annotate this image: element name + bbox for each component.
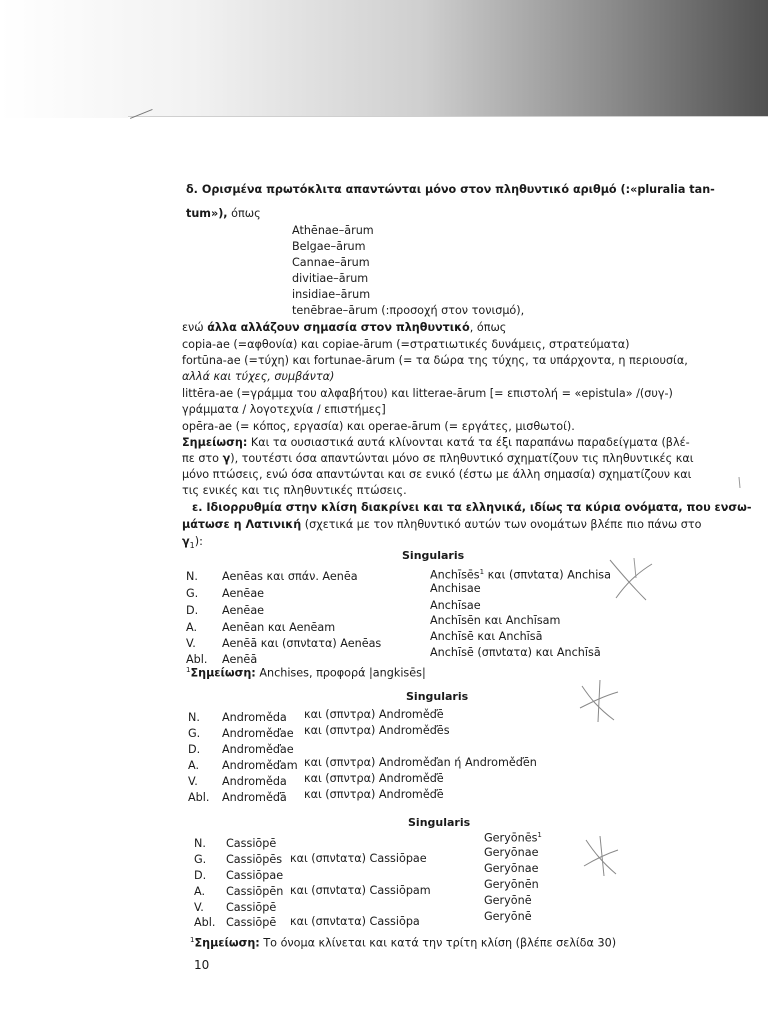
table1-heading: Singularis <box>402 549 465 562</box>
page-number: 10 <box>194 958 210 972</box>
word-item: divitiae–ārum <box>292 272 369 285</box>
cassiope-form: Cassiōpē <box>226 837 277 850</box>
meaning-line: γράμματα / λογοτεχνία / επιστήμες] <box>182 403 386 416</box>
case-label: D. <box>186 604 199 617</box>
anchises-form: Anchīsae <box>430 599 481 612</box>
case-label: D. <box>194 869 207 882</box>
andromeda-alt: και (σπντρα) Androměďē <box>304 708 444 721</box>
meaning-line: littēra-ae (=γράμμα του αλφαβήτου) και litterae-ārum [= επιστολή = «epistula» /(συγ-) <box>182 387 673 400</box>
aeneas-form: Aenēā και (σπνtατα) Aenēas <box>222 637 382 650</box>
section-e-title: ε. Ιδιορρυθμία στην κλίση διακρίνει και τα ελληνικά, ιδίως τα κύρια ονόματα, που ενσω- <box>192 501 752 514</box>
cassiope-form: Cassiōpē <box>226 901 277 914</box>
cassiope-alt: και (σπνtατα) Cassiōpam <box>290 884 431 897</box>
andromeda-alt: και (σπντρα) Androměďēs <box>304 724 450 737</box>
pencil-mark-icon <box>606 554 658 606</box>
note-paragraph: πε στο γ), τουτέστι όσα απαντώνται μόνο σε πληθυντικό σχηματίζουν τις πληθυντικές και <box>182 452 694 465</box>
meaning-line: fortūna-ae (=τύχη) και fortunae-ārum (= τα δώρα της τύχης, τα υπάρχοντα, η περιουσία, <box>182 354 688 367</box>
section-e-text: $\gamma_1$): <box>182 535 203 551</box>
andromeda-alt: και (σπντρα) Androměďē <box>304 772 444 785</box>
note-paragraph: μόνο πτώσεις, ενώ όσα απαντώνται και σε ενικό (έστω με άλλη σημασία) σχηματίζουν και <box>182 468 692 481</box>
meaning-change-intro: ενώ άλλα αλλάζουν σημασία στον πληθυντικό, όπως <box>182 321 507 334</box>
case-label: G. <box>194 853 207 866</box>
anchises-form: Anchisae <box>430 582 481 595</box>
section-e-text: μάτωσε η Λατινική (σχετικά με τον πληθυντικό αυτών των ονομάτων βλέπε πιο πάνω στο <box>182 518 702 531</box>
andromeda-form: Androměďae <box>222 727 294 740</box>
geryones-form: Geryōnē <box>484 894 532 907</box>
word-item: insidiae–ārum <box>292 288 371 301</box>
table2-heading: Singularis <box>406 690 469 703</box>
cassiope-form: Cassiōpē <box>226 916 277 929</box>
cassiope-form: Cassiōpae <box>226 869 284 882</box>
word-item: tenēbrae–ārum (:προσοχή στον τονισμό), <box>292 304 525 317</box>
geryones-form: Geryōnēn <box>484 878 539 891</box>
meaning-line-italic: αλλά και τύχες, συμβάντα) <box>182 370 335 383</box>
meaning-line: opēra-ae (= κόπος, εργασία) και operae-ārum (= εργάτες, μισθωτοί). <box>182 420 575 433</box>
aeneas-form: Aenēae <box>222 604 265 617</box>
cassiope-form: Cassiōpēs <box>226 853 283 866</box>
geryones-form: Geryōnēs$^1$ <box>484 831 542 845</box>
case-label: N. <box>186 570 198 583</box>
anchises-form: Anchīsēs$^1$ και (σπνtατα) Anchisa <box>430 568 611 582</box>
case-label: V. <box>194 901 204 914</box>
andromeda-alt: και (σπντρα) Androměďan ή Androměďēn <box>304 756 537 769</box>
ink-speck-icon <box>736 476 744 490</box>
section-d-title: δ. Ορισμένα πρωτόκλιτα απαντώνται μόνο στον πληθυντικό αριθμό (:«pluralia tan- <box>186 183 715 196</box>
aeneas-form: Aenēan και Aenēam <box>222 621 336 634</box>
aeneas-form: Aenēae <box>222 587 265 600</box>
word-item: Cannae–ārum <box>292 256 370 269</box>
case-label: A. <box>194 885 206 898</box>
word-item: Belgae–ārum <box>292 240 366 253</box>
case-label: G. <box>188 727 201 740</box>
case-label: D. <box>188 743 201 756</box>
geryones-form: Geryōnae <box>484 846 539 859</box>
anchises-form: Anchīsē και Anchīsā <box>430 630 543 643</box>
case-label: G. <box>186 587 199 600</box>
andromeda-form: Androměďam <box>222 759 298 772</box>
cassiope-form: Cassiōpēn <box>226 885 284 898</box>
case-label: V. <box>188 775 198 788</box>
case-label: Abl. <box>186 653 208 666</box>
case-label: N. <box>188 711 200 724</box>
word-item: Athēnae–ārum <box>292 224 374 237</box>
cassiope-alt: και (σπνtατα) Cassiōpae <box>290 852 427 865</box>
meaning-line: copia-ae (=αφθονία) και copiae-ārum (=στρατιωτικές δυνάμεις, στρατεύματα) <box>182 338 630 351</box>
case-label: V. <box>186 637 196 650</box>
case-label: Abl. <box>188 791 210 804</box>
pencil-mark-icon <box>580 834 622 880</box>
andromeda-form: Androměďā <box>222 791 287 804</box>
pencil-mark-icon <box>576 678 622 726</box>
section-d-title-cont: tum»), όπως <box>186 207 261 220</box>
cassiope-alt: και (σπνtατα) Cassiōpa <box>290 915 420 928</box>
andromeda-form: Androměda <box>222 775 287 788</box>
table3-heading: Singularis <box>408 816 471 829</box>
anchises-form: Anchīsē (σπνtατα) και Anchīsā <box>430 646 601 659</box>
andromeda-form: Androměda <box>222 711 287 724</box>
andromeda-alt: και (σπντρα) Androměďē <box>304 788 444 801</box>
aeneas-form: Aenēas και σπάν. Aenēa <box>222 570 358 583</box>
andromeda-form: Androměďae <box>222 743 294 756</box>
scan-shadow <box>0 0 768 118</box>
table3-footnote: $^1$Σημείωση: Το όνομα κλίνεται και κατά την τρίτη κλίση (βλέπε σελίδα 30) <box>190 936 617 950</box>
case-label: A. <box>186 621 198 634</box>
geryones-form: Geryōnae <box>484 862 539 875</box>
note-paragraph: Σημείωση: Και τα ουσιαστικά αυτά κλίνονται κατά τα έξι παραπάνω παραδείγματα (βλέ- <box>182 436 690 449</box>
case-label: N. <box>194 837 206 850</box>
note-paragraph: τις ενικές και τις πληθυντικές πτώσεις. <box>182 484 407 497</box>
table1-footnote: $^1$Σημείωση: Anchises, προφορά |angkisēs| <box>186 666 426 680</box>
aeneas-form: Aenēā <box>222 653 258 666</box>
geryones-form: Geryōnē <box>484 910 532 923</box>
case-label: Abl. <box>194 916 216 929</box>
case-label: A. <box>188 759 200 772</box>
anchises-form: Anchīsēn και Anchīsam <box>430 614 561 627</box>
